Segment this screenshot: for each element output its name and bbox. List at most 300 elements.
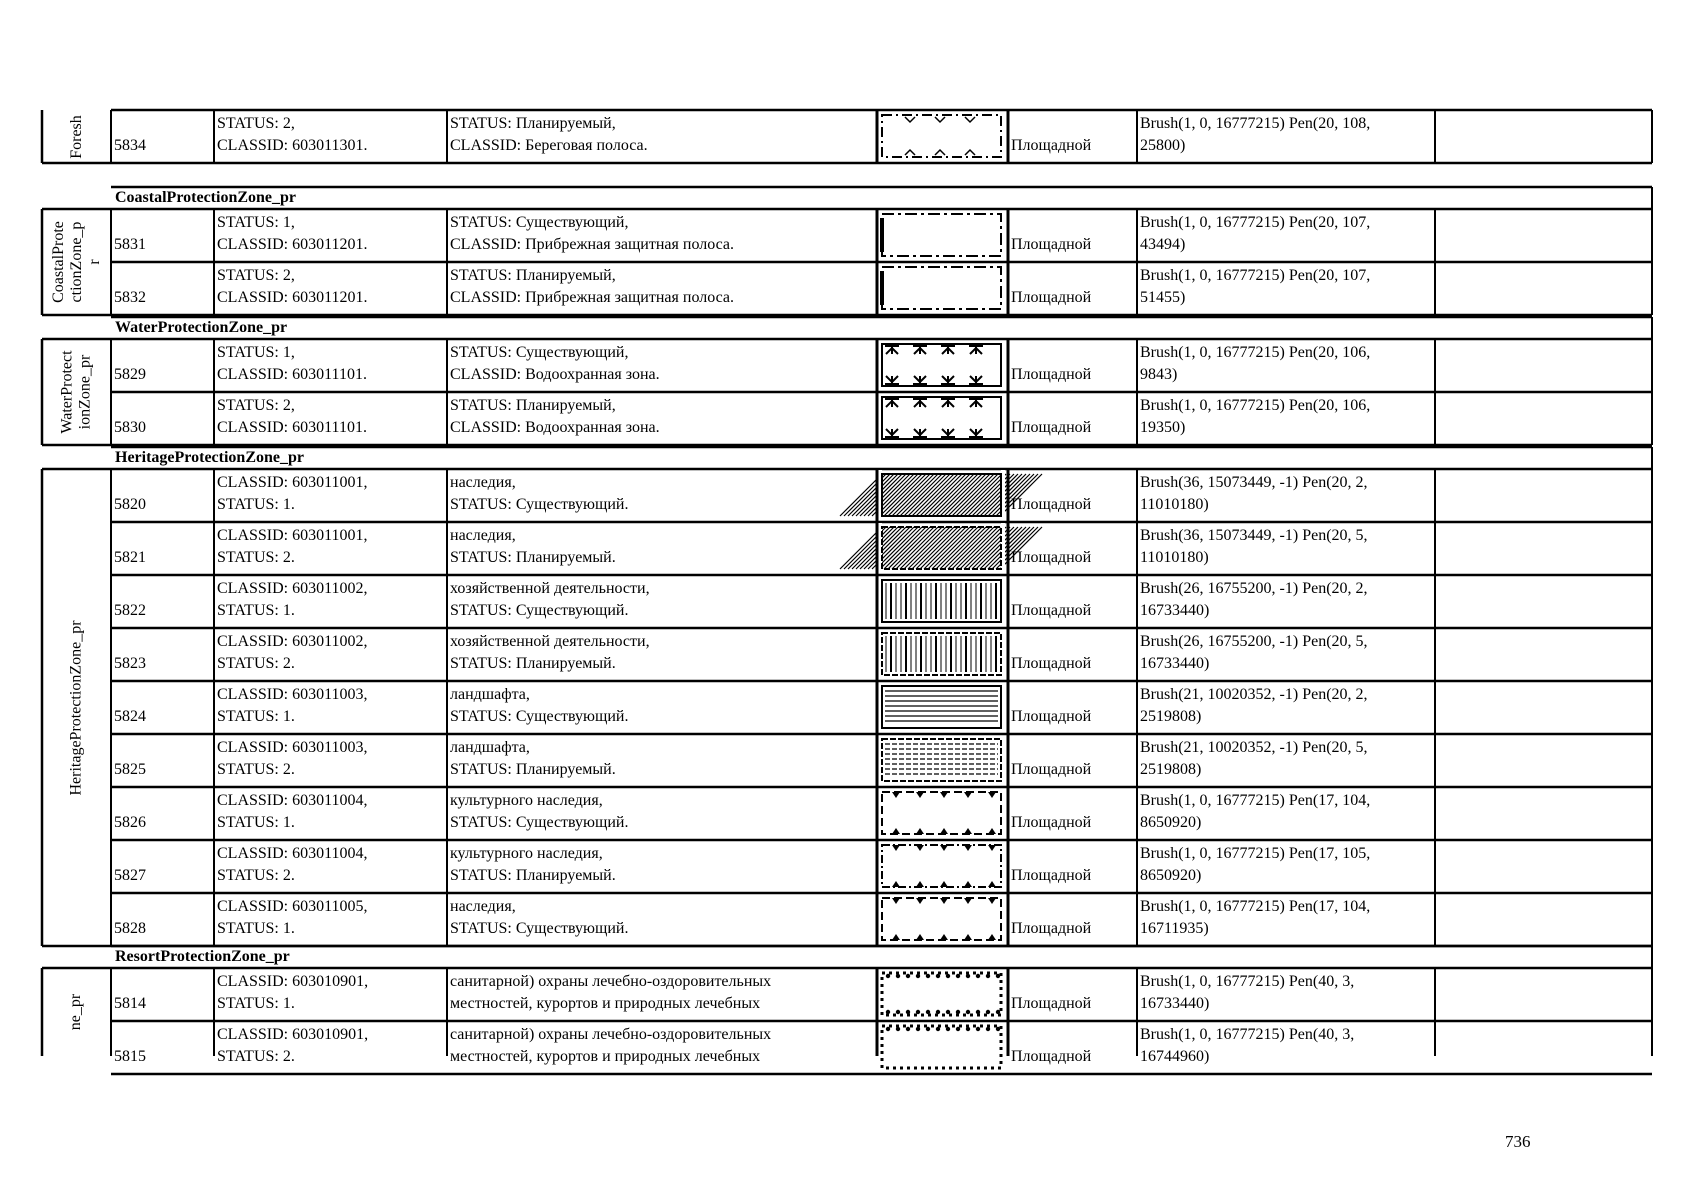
row-style (1137, 968, 1435, 1021)
row-geometry (1008, 110, 1137, 163)
hatch-line (920, 474, 962, 516)
row-attributes (214, 110, 447, 163)
row-style-line: 25800) (1140, 137, 1186, 154)
row-description-line: санитарной) охраны лечебно-оздоровительных (450, 973, 772, 990)
row-description-line: культурного наследия, (450, 792, 603, 809)
row-id (111, 1021, 214, 1074)
symbol-horizontal-hatch-dashed (882, 739, 1001, 781)
triangle-mark (892, 934, 900, 940)
dot-mark (886, 974, 890, 978)
group-label-text (68, 994, 86, 1030)
triangle-mark (916, 828, 924, 834)
symbol-border (882, 214, 1001, 256)
hatch-line (916, 474, 958, 516)
hatch-line (916, 527, 958, 569)
row-attributes-line: STATUS: 1. (217, 496, 295, 513)
arrow-mark (885, 429, 899, 437)
row-style (1137, 1021, 1435, 1074)
row-description (447, 840, 877, 893)
arrow-mark (965, 117, 975, 122)
group-label-line: CoastalProte (49, 221, 67, 303)
row-id-line: 5826 (114, 814, 146, 831)
row-style-line: 16711935) (1140, 920, 1209, 937)
dot-mark (976, 1010, 980, 1014)
triangle-mark (964, 792, 972, 798)
row-id-line: 5830 (114, 419, 146, 436)
symbol-dash-dot-thick (882, 214, 1001, 256)
row-style (1137, 893, 1435, 946)
triangle-mark (892, 881, 900, 887)
symbol-dashed-triangles (882, 898, 1001, 940)
row-style-line: Brush(1, 0, 16777215) Pen(20, 106, (1140, 397, 1371, 414)
row-description-line: санитарной) охраны лечебно-оздоровительных (450, 1026, 772, 1043)
section-title: HeritageProtectionZone_pr (115, 449, 304, 466)
dot-mark (986, 1027, 990, 1031)
symbol-vertical-hatch (882, 580, 1001, 622)
row-attributes-line: STATUS: 2. (217, 549, 295, 566)
row-description (447, 209, 877, 262)
dot-mark (956, 1010, 960, 1014)
row-description-line: STATUS: Планируемый, (450, 397, 616, 414)
row-description-line: наследия, (450, 527, 516, 544)
row-attributes (214, 681, 447, 734)
row-geometry (1008, 469, 1137, 522)
row-geometry-line: Площадной (1011, 920, 1092, 937)
row-style-line: 8650920) (1140, 814, 1202, 831)
section-title: WaterProtectionZone_pr (115, 319, 288, 336)
row-description-line: CLASSID: Береговая полоса. (450, 137, 648, 154)
row-id-line: 5820 (114, 496, 146, 513)
row-style (1137, 339, 1435, 392)
hatch-line (888, 474, 930, 516)
row-description-line: CLASSID: Водоохранная зона. (450, 366, 660, 383)
hatch-line (896, 474, 938, 516)
dot-mark (916, 974, 920, 978)
row-id (111, 575, 214, 628)
triangle-mark (892, 828, 900, 834)
triangle-mark (892, 792, 900, 798)
row-description (447, 681, 877, 734)
arrow-mark (885, 376, 899, 384)
row-attributes-line: STATUS: 2. (217, 1048, 295, 1065)
row-style-line: Brush(1, 0, 16777215) Pen(17, 104, (1140, 898, 1371, 915)
group-label-text (59, 350, 95, 433)
hatch-line (880, 527, 922, 569)
triangle-mark (892, 845, 900, 851)
group-label-line: ctionZone_p (67, 221, 85, 303)
hatch-line (940, 527, 982, 569)
row-id (111, 262, 214, 315)
row-style-line: 51455) (1140, 289, 1186, 306)
row-attributes (214, 893, 447, 946)
row-id-line: 5824 (114, 708, 146, 725)
row-id (111, 209, 214, 262)
symbol-border (882, 792, 1001, 834)
row-geometry (1008, 1021, 1137, 1074)
triangle-mark (892, 898, 900, 904)
symbol-dashed-triangles (882, 792, 1001, 834)
row-attributes (214, 628, 447, 681)
row-attributes-line: CLASSID: 603011003, (217, 686, 368, 703)
row-description-line: CLASSID: Прибрежная защитная полоса. (450, 289, 735, 306)
row-style-line: Brush(1, 0, 16777215) Pen(17, 104, (1140, 792, 1371, 809)
row-style-line: 16733440) (1140, 655, 1210, 672)
row-attributes (214, 339, 447, 392)
hatch-line (928, 474, 970, 516)
dot-mark (916, 1010, 920, 1014)
arrow-mark (885, 399, 899, 407)
row-description (447, 339, 877, 392)
dot-mark (986, 974, 990, 978)
symbol-vertical-hatch-dashed (882, 633, 1001, 675)
row-attributes-line: STATUS: 1. (217, 814, 295, 831)
group-label (42, 339, 111, 445)
row-geometry-line: Площадной (1011, 366, 1092, 383)
row-attributes-line: STATUS: 2. (217, 655, 295, 672)
row-attributes (214, 392, 447, 445)
hatch-line (948, 474, 990, 516)
row-description (447, 110, 877, 163)
hatch-line (892, 474, 934, 516)
hatch-line (964, 474, 1006, 516)
hatch-line (912, 474, 954, 516)
row-description-line: STATUS: Существующий. (450, 602, 629, 619)
row-description-line: STATUS: Планируемый. (450, 761, 616, 778)
row-geometry (1008, 339, 1137, 392)
hatch-line (936, 527, 978, 569)
row-attributes-line: STATUS: 2, (217, 115, 295, 132)
triangle-mark (964, 898, 972, 904)
hatch-line (932, 474, 974, 516)
row-style (1137, 262, 1435, 315)
dot-mark (996, 1027, 1000, 1031)
triangle-mark (988, 792, 996, 798)
row-id-line: 5827 (114, 867, 146, 884)
row-attributes (214, 575, 447, 628)
row-geometry (1008, 893, 1137, 946)
row-style-line: 16733440) (1140, 602, 1210, 619)
row-style-line: 11010180) (1140, 549, 1209, 566)
hatch-line (880, 474, 922, 516)
row-id (111, 681, 214, 734)
row-geometry-line: Площадной (1011, 867, 1092, 884)
row-style-line: 2519808) (1140, 761, 1202, 778)
row-style-line: 8650920) (1140, 867, 1202, 884)
row-attributes-line: CLASSID: 603011002, (217, 580, 368, 597)
group-label (42, 209, 111, 315)
row-style-line: 19350) (1140, 419, 1186, 436)
row-geometry (1008, 575, 1137, 628)
group-label-line: Foresh (67, 114, 85, 159)
hatch-line (956, 527, 998, 569)
row-id-line: 5822 (114, 602, 146, 619)
row-attributes-line: STATUS: 1. (217, 920, 295, 937)
triangle-mark (940, 828, 948, 834)
row-attributes-line: CLASSID: 603011002, (217, 633, 368, 650)
hatch-line (892, 527, 934, 569)
hatch-line (884, 474, 926, 516)
hatch-line (908, 474, 950, 516)
group-label-line: r (85, 259, 103, 265)
row-attributes (214, 209, 447, 262)
hatch-line (920, 527, 962, 569)
hatch-line (908, 527, 950, 569)
arrow-mark (913, 346, 927, 354)
dot-mark (936, 1010, 940, 1014)
hatch-line (940, 474, 982, 516)
row-attributes-line: CLASSID: 603011301. (217, 137, 368, 154)
dot-mark (936, 974, 940, 978)
row-id (111, 522, 214, 575)
arrow-mark (969, 399, 983, 407)
symbol-dots-dashed (882, 1026, 1001, 1068)
hatch-line (924, 474, 966, 516)
row-attributes (214, 469, 447, 522)
triangle-mark (964, 934, 972, 940)
row-geometry-line: Площадной (1011, 236, 1092, 253)
row-description (447, 469, 877, 522)
triangle-mark (988, 845, 996, 851)
row-id-line: 5831 (114, 236, 146, 253)
row-id (111, 469, 214, 522)
group-label-text (50, 221, 104, 303)
dot-mark (966, 974, 970, 978)
row-attributes-line: STATUS: 2. (217, 761, 295, 778)
row-attributes (214, 734, 447, 787)
row-description-line: STATUS: Существующий. (450, 708, 629, 725)
row-description (447, 392, 877, 445)
hatch-line (944, 527, 986, 569)
hatch-line (932, 527, 974, 569)
dot-mark (896, 974, 900, 978)
dot-mark (996, 974, 1000, 978)
triangle-mark (916, 898, 924, 904)
row-description (447, 893, 877, 946)
row-style-line: 2519808) (1140, 708, 1202, 725)
row-id-line: 5829 (114, 366, 146, 383)
row-id (111, 339, 214, 392)
row-description-line: местностей, курортов и природных лечебных (450, 1048, 761, 1065)
symbol-border (882, 898, 1001, 940)
triangle-mark (916, 934, 924, 940)
row-style (1137, 575, 1435, 628)
row-geometry (1008, 968, 1137, 1021)
dot-mark (966, 1010, 970, 1014)
dot-mark (936, 1027, 940, 1031)
hatch-line (948, 527, 990, 569)
row-style-line: 43494) (1140, 236, 1186, 253)
group-label (42, 469, 111, 946)
row-id-line: 5821 (114, 549, 146, 566)
dot-mark (906, 1010, 910, 1014)
row-attributes-line: STATUS: 1. (217, 602, 295, 619)
row-attributes-line: STATUS: 1. (217, 995, 295, 1012)
dot-mark (976, 974, 980, 978)
row-attributes (214, 1021, 447, 1074)
row-geometry-line: Площадной (1011, 289, 1092, 306)
row-attributes-line: STATUS: 1, (217, 214, 295, 231)
row-description (447, 734, 877, 787)
row-geometry (1008, 209, 1137, 262)
row-id (111, 110, 214, 163)
row-style (1137, 840, 1435, 893)
row-description-line: хозяйственной деятельности, (450, 580, 650, 597)
hatch-line (888, 527, 930, 569)
triangle-mark (916, 881, 924, 887)
dot-mark (946, 974, 950, 978)
row-description (447, 968, 877, 1021)
row-style-line: Brush(1, 0, 16777215) Pen(20, 108, (1140, 115, 1371, 132)
symbol-dash-dot-thick (882, 267, 1001, 309)
hatch-line (956, 474, 998, 516)
dot-mark (886, 1027, 890, 1031)
row-style-line: Brush(1, 0, 16777215) Pen(40, 3, (1140, 973, 1355, 990)
group-label (42, 110, 111, 163)
arrow-mark (913, 399, 927, 407)
dot-mark (926, 974, 930, 978)
row-description-line: STATUS: Существующий, (450, 344, 629, 361)
row-geometry-line: Площадной (1011, 496, 1092, 513)
symbol-border (882, 344, 1001, 386)
arrow-mark (969, 376, 983, 384)
row-style (1137, 628, 1435, 681)
row-style-line: Brush(1, 0, 16777215) Pen(20, 107, (1140, 214, 1371, 231)
row-geometry (1008, 734, 1137, 787)
group-label-text (68, 115, 86, 159)
row-description (447, 522, 877, 575)
dot-mark (986, 1010, 990, 1014)
hatch-line (944, 474, 986, 516)
row-attributes (214, 262, 447, 315)
row-style-line: Brush(1, 0, 16777215) Pen(20, 106, (1140, 344, 1371, 361)
symbol-dash-dot-triangles (882, 845, 1001, 887)
row-attributes-line: CLASSID: 603011001, (217, 474, 368, 491)
row-attributes-line: CLASSID: 603011201. (217, 236, 368, 253)
row-description-line: CLASSID: Водоохранная зона. (450, 419, 660, 436)
row-description-line: хозяйственной деятельности, (450, 633, 650, 650)
hatch-line (960, 527, 1002, 569)
dot-mark (926, 1027, 930, 1031)
hatch-line (896, 527, 938, 569)
arrow-mark (941, 429, 955, 437)
symbol-dots (882, 973, 1001, 1015)
row-style (1137, 469, 1435, 522)
row-description-line: наследия, (450, 474, 516, 491)
row-description-line: STATUS: Планируемый. (450, 867, 616, 884)
row-geometry-line: Площадной (1011, 602, 1092, 619)
row-attributes-line: STATUS: 2, (217, 267, 295, 284)
row-geometry-line: Площадной (1011, 1048, 1092, 1065)
row-attributes-line: CLASSID: 603011004, (217, 845, 368, 862)
row-geometry-line: Площадной (1011, 419, 1092, 436)
row-description (447, 787, 877, 840)
hatch-line (900, 527, 942, 569)
symbol-border (882, 739, 1001, 781)
row-id (111, 392, 214, 445)
row-description-line: ландшафта, (450, 739, 530, 756)
row-geometry-line: Площадной (1011, 814, 1092, 831)
row-geometry (1008, 628, 1137, 681)
row-description-line: STATUS: Существующий. (450, 496, 629, 513)
symbol-border (882, 973, 1001, 1015)
dot-mark (896, 1027, 900, 1031)
row-style-line: 16744960) (1140, 1048, 1210, 1065)
row-attributes-line: STATUS: 2. (217, 867, 295, 884)
row-style-line: Brush(1, 0, 16777215) Pen(20, 107, (1140, 267, 1371, 284)
dot-mark (956, 1027, 960, 1031)
row-description (447, 628, 877, 681)
row-attributes-line: CLASSID: 603011101. (217, 366, 367, 383)
triangle-mark (988, 934, 996, 940)
row-style-line: 9843) (1140, 366, 1178, 383)
row-style-line: Brush(36, 15073449, -1) Pen(20, 5, (1140, 527, 1368, 544)
row-style (1137, 734, 1435, 787)
row-description (447, 262, 877, 315)
symbol-border (882, 267, 1001, 309)
row-id (111, 734, 214, 787)
row-id-line: 5815 (114, 1048, 146, 1065)
row-geometry (1008, 681, 1137, 734)
group-label-line: HeritageProtectionZone_pr (67, 619, 85, 796)
dot-mark (926, 1010, 930, 1014)
row-style-line: Brush(21, 10020352, -1) Pen(20, 2, (1140, 686, 1368, 703)
hatch-line (952, 474, 994, 516)
row-style-line: Brush(1, 0, 16777215) Pen(40, 3, (1140, 1026, 1355, 1043)
row-description-line: STATUS: Планируемый. (450, 655, 616, 672)
row-description-line: культурного наследия, (450, 845, 603, 862)
hatch-line (900, 474, 942, 516)
row-geometry-line: Площадной (1011, 137, 1092, 154)
hatch-line (928, 527, 970, 569)
row-description-line: местностей, курортов и природных лечебных (450, 995, 761, 1012)
triangle-mark (940, 845, 948, 851)
symbol-arrows-solid (882, 344, 1001, 386)
row-geometry-line: Площадной (1011, 995, 1092, 1012)
triangle-mark (964, 881, 972, 887)
row-attributes-line: STATUS: 1, (217, 344, 295, 361)
row-id-line: 5814 (114, 995, 146, 1012)
hatch-line (960, 474, 1002, 516)
hatch-line (952, 527, 994, 569)
triangle-mark (916, 792, 924, 798)
row-attributes (214, 840, 447, 893)
row-style-line: Brush(1, 0, 16777215) Pen(17, 105, (1140, 845, 1371, 862)
dot-mark (966, 1027, 970, 1031)
dot-mark (916, 1027, 920, 1031)
arrow-mark (941, 376, 955, 384)
row-description-line: наследия, (450, 898, 516, 915)
group-label-line: WaterProtect (58, 350, 76, 434)
row-id-line: 5832 (114, 289, 146, 306)
triangle-mark (940, 898, 948, 904)
row-description-line: STATUS: Планируемый, (450, 115, 616, 132)
row-geometry-line: Площадной (1011, 655, 1092, 672)
triangle-mark (964, 845, 972, 851)
dot-mark (896, 1010, 900, 1014)
row-description (447, 1021, 877, 1074)
row-id-line: 5828 (114, 920, 146, 937)
hatch-line (904, 474, 946, 516)
row-geometry-line: Площадной (1011, 549, 1092, 566)
row-style (1137, 787, 1435, 840)
hatch-line (964, 527, 1006, 569)
dot-mark (956, 974, 960, 978)
row-description-line: STATUS: Планируемый. (450, 549, 616, 566)
triangle-mark (988, 898, 996, 904)
row-description (447, 575, 877, 628)
row-style (1137, 209, 1435, 262)
arrow-mark (969, 346, 983, 354)
